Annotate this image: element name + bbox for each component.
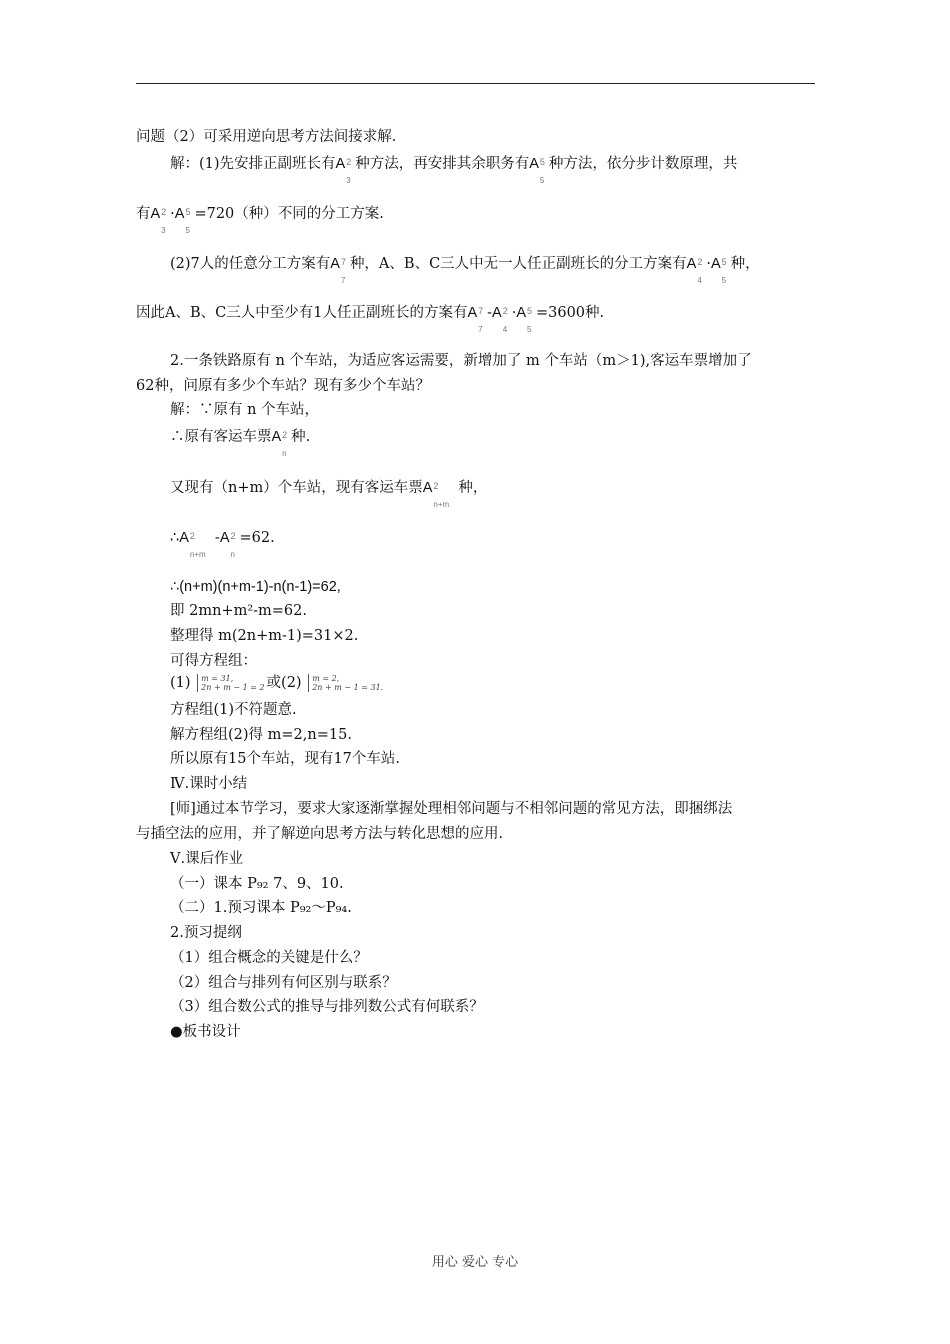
perm-symbol: A 2 3 <box>335 156 352 185</box>
text-line: 即 2mn+m²-m=62. <box>170 603 307 619</box>
text-line: 方程组(1)不符题意. <box>170 702 297 718</box>
text-line: ∴(n+m)(n+m-1)-n(n-1)=62, <box>170 579 341 595</box>
perm-symbol: A 5 5 <box>174 206 191 235</box>
text-line: 62种，问原有多少个车站？现有多少个车站？ <box>136 378 430 394</box>
perm-symbol: A 2 n <box>271 429 288 458</box>
perm-symbol: A 2 n+m <box>422 480 450 509</box>
text-line: 2.预习提纲 <box>170 925 242 941</box>
text-line: 可得方程组： <box>170 653 257 669</box>
text-line: （1）组合概念的关键是什么？ <box>170 950 368 966</box>
text-line: ●板书设计 <box>170 1024 241 1040</box>
perm-symbol: A 2 3 <box>150 206 167 235</box>
perm-symbol: A 2 4 <box>686 256 703 285</box>
equation-system-1: m = 31, 2n + m − 1 = 2 <box>197 674 264 692</box>
text-line: 又现有（n+m）个车站，现有客运车票A 2 n+m 种， <box>170 480 488 509</box>
text-line: 问题（2）可采用逆向思考方法间接求解. <box>136 129 397 145</box>
equation-system-line: (1) m = 31, 2n + m − 1 = 2 或(2) m = 2, 2n + m − 1 = 31. <box>170 674 384 692</box>
text-line: （二）1.预习课本 P₉₂～P₉₄. <box>170 900 352 916</box>
text-line: （2）组合与排列有何区别与联系？ <box>170 975 397 991</box>
perm-symbol: A 2 n <box>219 530 236 559</box>
perm-symbol: A 2 n+m <box>179 530 206 559</box>
perm-symbol: A 5 5 <box>516 305 532 334</box>
text-line: 有A 2 3 ·A 5 5 =720（种）不同的分工方案. <box>136 206 384 235</box>
text-line: 整理得 m(2n+m-1)=31×2. <box>170 628 359 644</box>
perm-symbol: A 7 7 <box>330 256 346 285</box>
section-heading: Ⅳ.课时小结 <box>170 776 248 792</box>
text-line: 与插空法的应用，并了解逆向思考方法与转化思想的应用. <box>136 826 504 842</box>
header-rule <box>136 83 815 84</box>
text-line: 2.一条铁路原有 n 个车站，为适应客运需要，新增加了 m 个车站（m＞1),客运车票增加了 <box>170 353 752 369</box>
perm-symbol: A 5 5 <box>710 256 727 285</box>
text-line: 所以原有15个车站，现有17个车站. <box>170 751 401 767</box>
page-footer: 用心 爱心 专心 <box>431 1255 519 1270</box>
perm-symbol: A 5 5 <box>529 156 545 185</box>
text-line: 解方程组(2)得 m=2,n=15. <box>170 727 352 743</box>
text-line: 因此A、B、C三人中至少有1人任正副班长的方案有A 7 7 -A 2 4 ·A 5 5 =3600种. <box>136 305 605 334</box>
perm-symbol: A 2 4 <box>492 305 508 334</box>
text-line: [师]通过本节学习，要求大家逐渐掌握处理相邻问题与不相邻问题的常见方法，即捆绑法 <box>170 801 733 817</box>
text-line: 解：∵原有 n 个车站， <box>170 402 320 418</box>
text-line: ∴原有客运车票A 2 n 种. <box>170 429 311 458</box>
text-line: （3）组合数公式的推导与排列数公式有何联系？ <box>170 999 484 1015</box>
text-line: 解：(1)先安排正副班长有A 2 3 种方法，再安排其余职务有A 5 5 种方法，依分步计数原理，共 <box>170 156 738 185</box>
text-line: ∴A 2 n+m -A 2 n =62. <box>170 530 275 559</box>
text-line: （一）课本 P₉₂ 7、9、10. <box>170 876 344 892</box>
perm-symbol: A 7 7 <box>467 305 484 334</box>
section-heading: Ⅴ.课后作业 <box>170 851 244 867</box>
text-line: (2)7人的任意分工方案有A 7 7 种，A、B、C三人中无一人任正副班长的分工方案有A 2 4 ·A 5 5 种， <box>170 256 760 285</box>
equation-system-2: m = 2, 2n + m − 1 = 31. <box>308 674 383 692</box>
